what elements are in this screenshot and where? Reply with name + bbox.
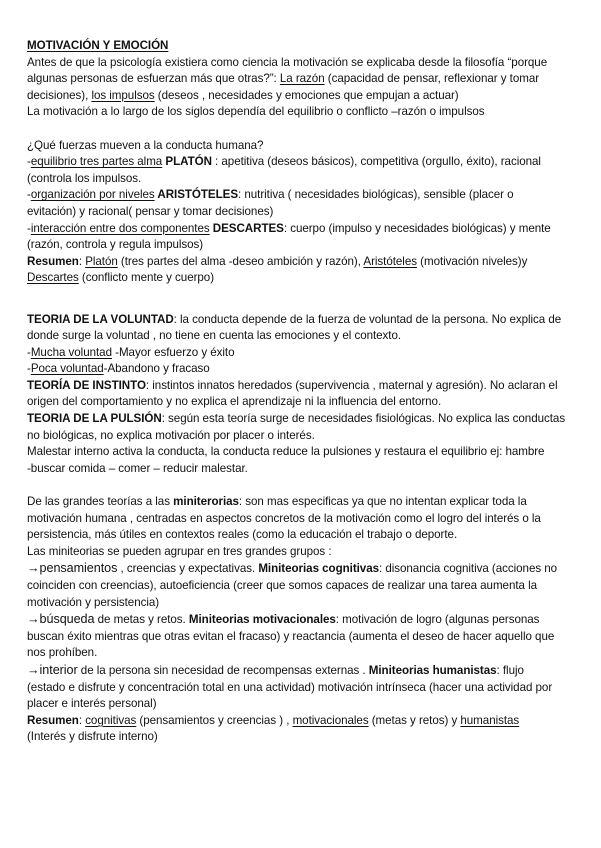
pulsion-line-2: no biológicas, no explica motivación por placer o interés. bbox=[27, 428, 315, 442]
aris-line-2: evitación) y racional( pensar y tomar decisiones) bbox=[27, 204, 274, 218]
voluntad-label: TEORIA DE LA VOLUNTAD bbox=[27, 312, 174, 326]
mini-summary-2: (Interés y disfrute interno) bbox=[27, 730, 158, 744]
la-razon: La razón bbox=[279, 72, 325, 86]
summary-motivacionales: motivacionales bbox=[292, 713, 369, 727]
summary-platon: Platón bbox=[85, 254, 118, 268]
platon-underlined: equilibrio tres partes alma bbox=[30, 155, 163, 169]
humanistas-line-2: (estado e disfrute y concentración total en una actividad) motivación intrínseca (hacer una actividad por bbox=[27, 680, 553, 694]
text: -Abandono y fracaso bbox=[103, 362, 210, 376]
text: (metas y retos) y bbox=[368, 713, 461, 727]
intro-line-1: Antes de que la psicología existiera como ciencia la motivación se explicaba desde la filosofía “porque bbox=[27, 55, 548, 69]
text: (pensamientos y creencias ) , bbox=[136, 713, 293, 727]
text: (motivación niveles)y bbox=[416, 254, 528, 268]
desc-line-2: (razón, controla y regula impulsos) bbox=[27, 238, 204, 252]
desc-line-1 bbox=[27, 221, 577, 238]
mucha-voluntad: Mucha voluntad bbox=[30, 345, 112, 359]
text: (conflicto mente y cuerpo) bbox=[78, 271, 215, 285]
motivacionales-label: Miniteorias motivacionales bbox=[188, 613, 336, 627]
humanistas-label: Miniteorias humanistas bbox=[368, 663, 497, 677]
text: : cuerpo (impulso y necesidades biológicas) y mente bbox=[283, 221, 551, 235]
text: (deseos , necesidades y emociones que empujan a actuar) bbox=[154, 88, 459, 102]
forces-summary-2 bbox=[27, 270, 577, 287]
text: : instintos innatos heredados (supervivencia , maternal y agresión). No aclaran el bbox=[145, 378, 558, 392]
arrow-busqueda: →búsqueda bbox=[27, 612, 95, 627]
summary-humanistas: humanistas bbox=[460, 713, 520, 727]
text: : la conducta depende de la fuerza de voluntad de la persona. No explica de bbox=[173, 312, 562, 326]
text: : nutritiva ( necesidades biológicas), sensible (placer o bbox=[238, 188, 514, 202]
mini-line-1 bbox=[27, 494, 577, 511]
motivacionales-line-2: buscan éxito mientras que otras evitan el fracaso) y reactancia (aumenta el deseo de hacer aquello que bbox=[27, 629, 555, 643]
voluntad-line-2: donde surge la voluntad , no tiene en cuenta las emociones y el contexto. bbox=[27, 329, 402, 343]
aris-underlined: organización por niveles bbox=[30, 188, 155, 202]
mini-summary-1 bbox=[27, 713, 577, 730]
cognitivas-line-2: coinciden con creencias), autoeficiencia (creer que somos capaces de realizar una tarea aumenta la bbox=[27, 579, 538, 592]
text: : apetitiva (deseos básicos), competitiva (orgullo, éxito), racional bbox=[211, 155, 541, 169]
motivacionales-line-3: nos prohíben. bbox=[27, 646, 98, 660]
text: : bbox=[78, 254, 86, 268]
intro-line-4: La motivación a lo largo de los siglos dependía del equilibrio o conflicto –razón o impulsos bbox=[27, 105, 485, 119]
mucha-voluntad-line bbox=[27, 345, 577, 362]
text: algunas personas de esfuerzan más que otras?”: bbox=[27, 72, 280, 86]
mini-line-4: Las miniteorias se pueden agrupar en tres grandes grupos : bbox=[27, 544, 332, 558]
platon-line-2: (controla los impulsos. bbox=[27, 171, 142, 185]
platon-line-1 bbox=[27, 154, 577, 171]
poca-voluntad-line bbox=[27, 361, 577, 378]
summary-label: Resumen bbox=[27, 713, 79, 727]
arrow-interior: →interior bbox=[27, 662, 78, 677]
pulsion-line-1 bbox=[27, 411, 577, 428]
instinto-label: TEORÍA DE INSTINTO bbox=[27, 378, 146, 392]
humanistas-line-3: placer e interés personal) bbox=[27, 697, 157, 711]
summary-label: Resumen bbox=[27, 254, 79, 268]
los-impulsos: los impulsos bbox=[91, 88, 155, 102]
spacer bbox=[27, 121, 577, 138]
cognitivas-label: Miniteorias cognitivas bbox=[258, 562, 379, 576]
text: - bbox=[27, 155, 31, 169]
intro-line-2 bbox=[27, 71, 577, 88]
text: - bbox=[27, 221, 31, 235]
desc-name: DESCARTES bbox=[209, 221, 284, 235]
summary-descartes: Descartes bbox=[27, 271, 79, 285]
text: : motivación de logro (algunas personas bbox=[335, 613, 540, 627]
text: : son mas especificas ya que no intentan explicar toda la bbox=[238, 495, 527, 509]
text: , creencias y expectativas. bbox=[117, 562, 259, 576]
text: (tres partes del alma -deseo ambición y razón), bbox=[117, 254, 364, 268]
text: de la persona sin necesidad de recompensas externas . bbox=[77, 663, 369, 677]
text: : flujo bbox=[496, 663, 524, 677]
spacer bbox=[27, 477, 577, 494]
text: (capacidad de pensar, reflexionar y tomar bbox=[324, 72, 540, 86]
humanistas-line-1 bbox=[27, 662, 577, 680]
instinto-line-1 bbox=[27, 378, 577, 395]
text: de metas y retos. bbox=[94, 613, 189, 627]
motivacionales-line-1 bbox=[27, 611, 577, 629]
pulsion-line-3: Malestar interno activa la conducta, la conducta reduce la pulsiones y restaura el equilibrio ej: hambre bbox=[27, 445, 545, 459]
summary-aristoteles: Aristóteles bbox=[363, 254, 417, 268]
platon-name: PLATÓN bbox=[162, 155, 212, 169]
cognitivas-line-1 bbox=[27, 560, 577, 578]
text: - bbox=[27, 362, 31, 376]
pulsion-label: TEORIA DE LA PULSIÓN bbox=[27, 412, 162, 426]
summary-cognitivas: cognitivas bbox=[85, 713, 137, 727]
doc-title-line bbox=[27, 38, 577, 55]
spacer bbox=[27, 287, 577, 304]
spacer bbox=[27, 304, 577, 312]
poca-voluntad: Poca voluntad bbox=[30, 362, 104, 376]
arrow-pensamientos: →pensamientos bbox=[27, 561, 118, 576]
aris-name: ARISTÓTELES bbox=[154, 188, 239, 202]
text: : bbox=[78, 713, 86, 727]
text: -Mayor esfuerzo y éxito bbox=[111, 345, 235, 359]
text: : disonancia cognitiva (acciones no bbox=[379, 562, 558, 576]
text: decisiones), bbox=[27, 88, 92, 102]
mini-line-2: motivación humana , centradas en aspectos concretos de la motivación como el logro del interés o la bbox=[27, 511, 541, 525]
aris-line-1 bbox=[27, 187, 577, 204]
mini-line-3: persistencia, más útiles en contextos reales (como la educación el trabajo o deporte. bbox=[27, 528, 458, 542]
miniteorias-term: miniterorias bbox=[173, 495, 239, 509]
forces-summary-1 bbox=[27, 254, 577, 271]
doc-title: MOTIVACIÓN Y EMOCIÓN bbox=[27, 39, 169, 52]
desc-underlined: interacción entre dos componentes bbox=[30, 221, 210, 235]
instinto-line-2: origen del comportamiento y no explica el aprendizaje ni la influencia del entorno. bbox=[27, 395, 442, 409]
intro-line-3 bbox=[27, 88, 577, 105]
text: - bbox=[27, 345, 31, 359]
text: : según esta teoría surge de necesidades fisiológicas. No explica las conductas bbox=[161, 412, 566, 426]
text: - bbox=[27, 188, 31, 202]
pulsion-line-4: -buscar comida – comer – reducir malestar. bbox=[27, 461, 248, 475]
text: De las grandes teorías a las bbox=[27, 495, 174, 509]
voluntad-line-1 bbox=[27, 312, 577, 329]
cognitivas-line-3: motivación y persistencia) bbox=[27, 595, 160, 609]
forces-question: ¿Qué fuerzas mueven a la conducta humana? bbox=[27, 138, 264, 152]
